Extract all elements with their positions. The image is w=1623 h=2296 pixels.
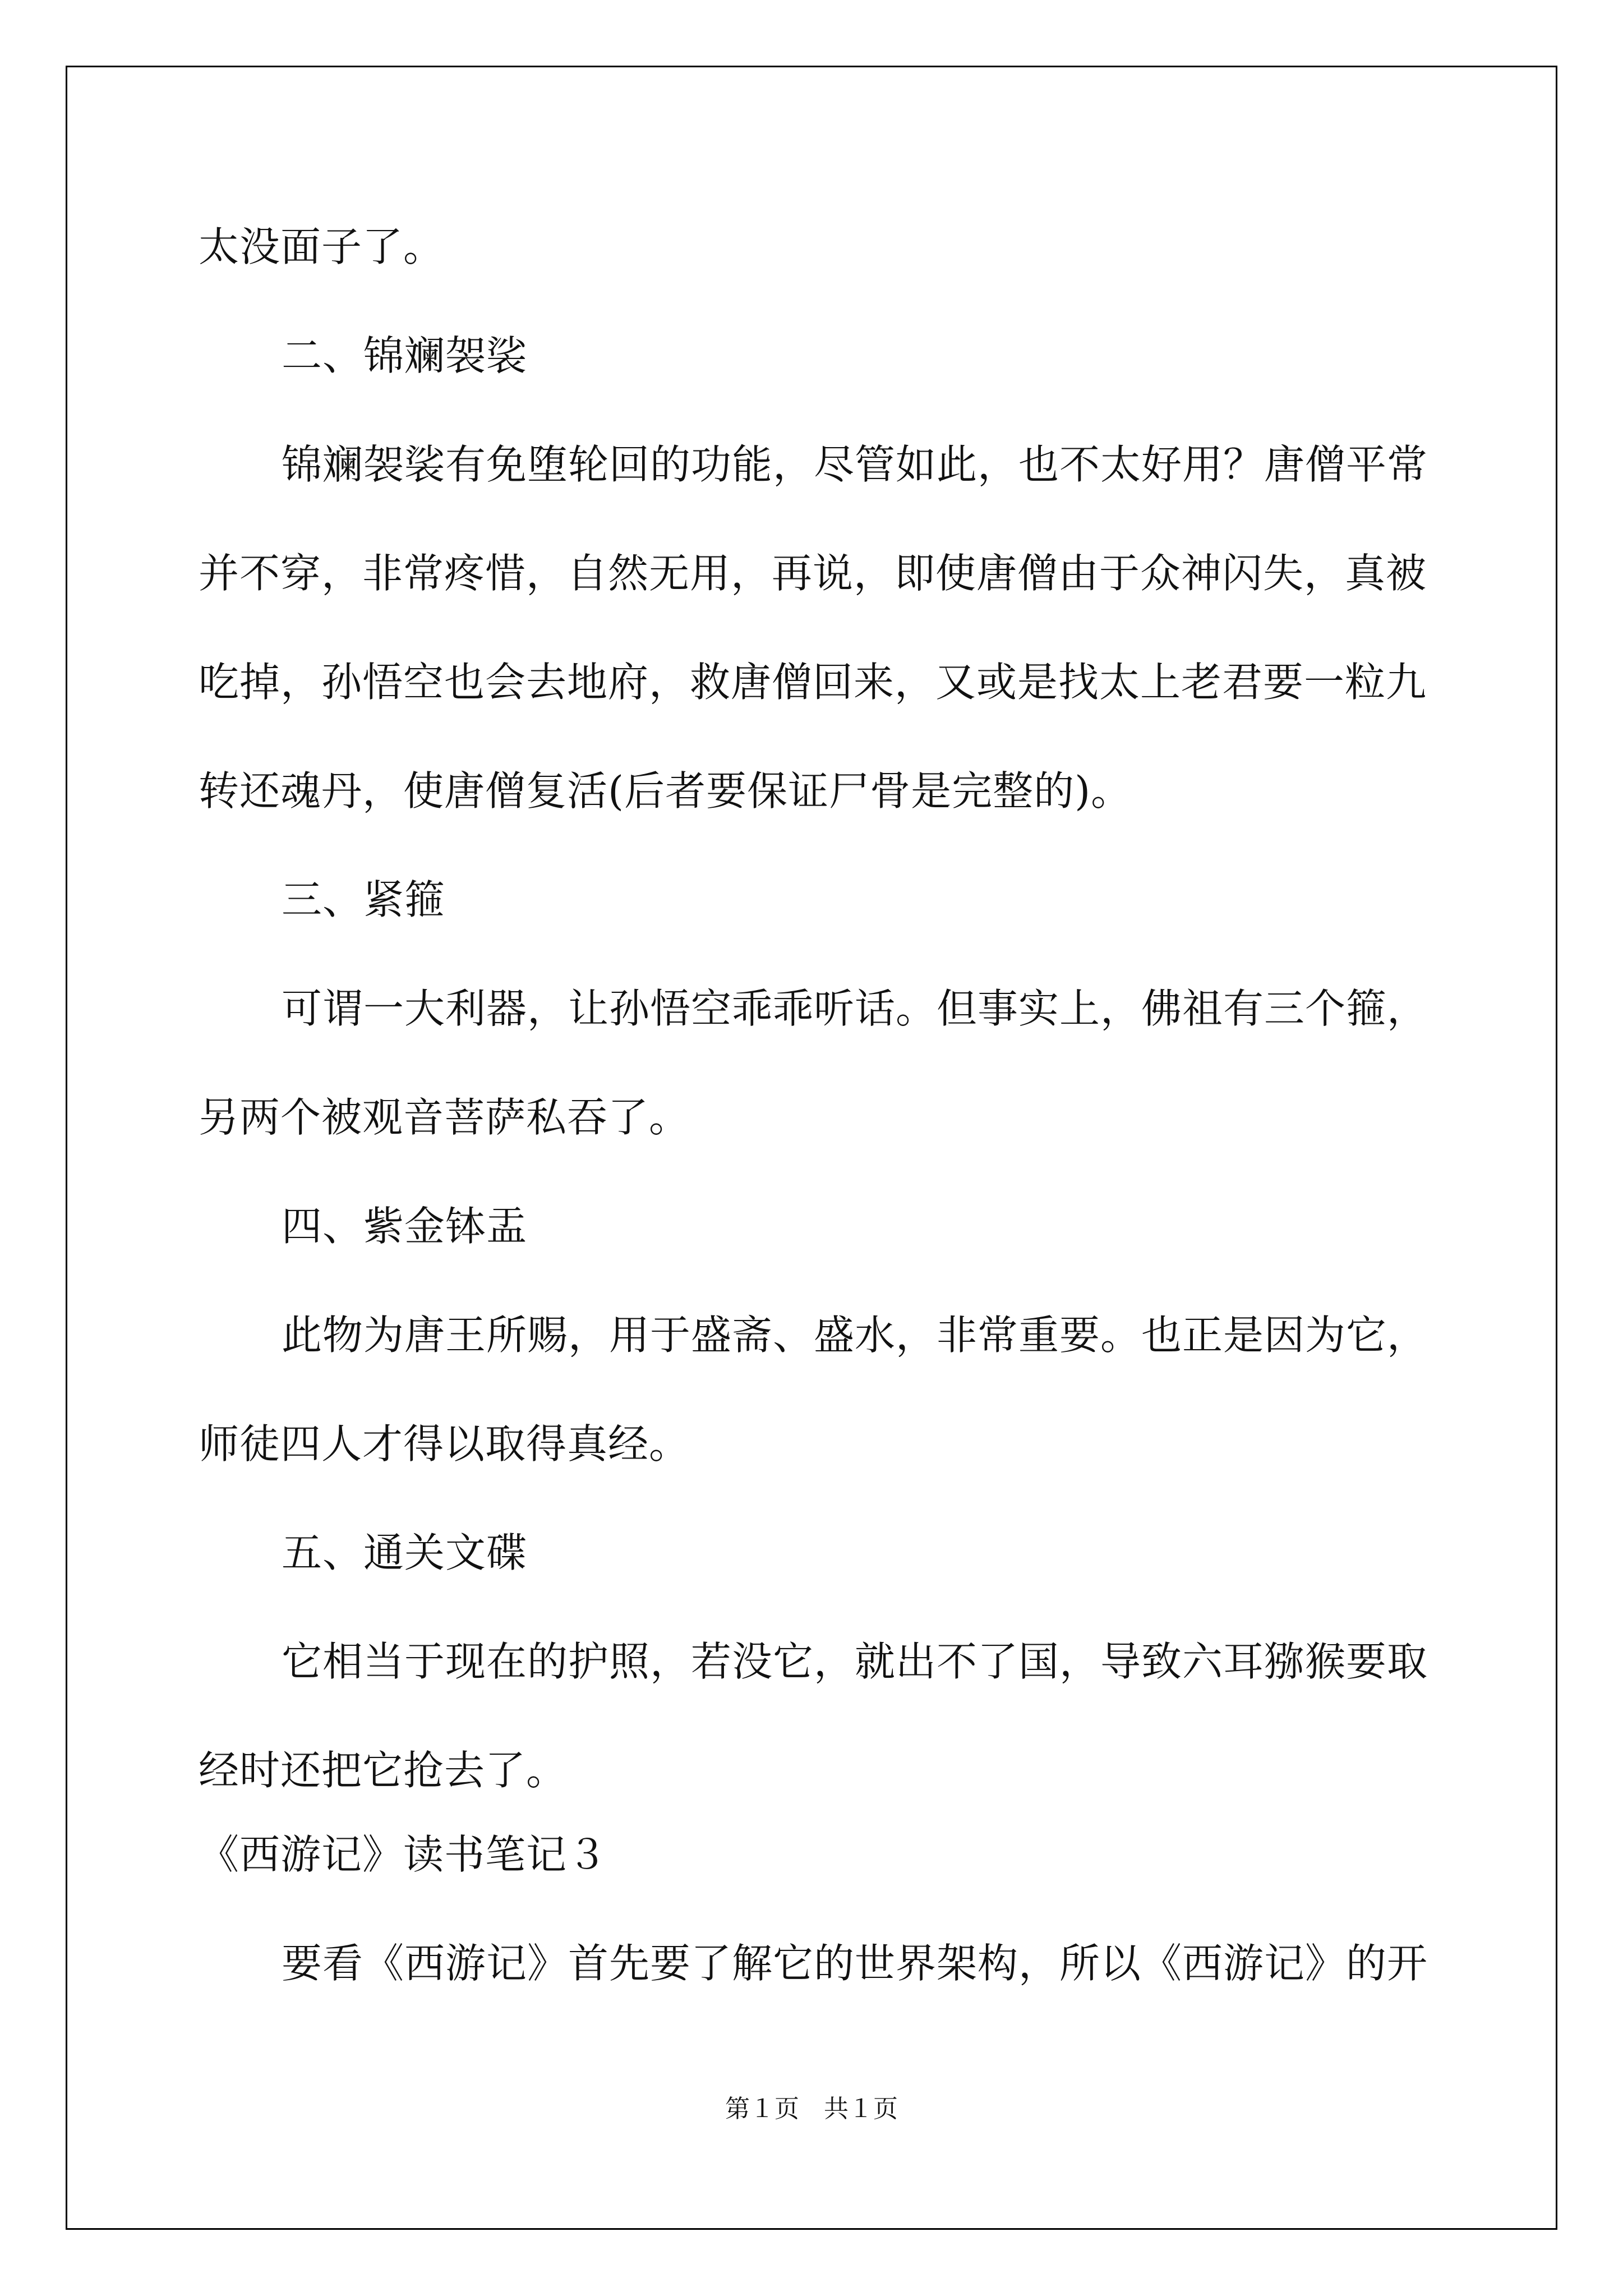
paragraph-line: 它相当于现在的护照，若没它，就出不了国，导致六耳猕猴要取 — [282, 1638, 1428, 1685]
paragraph-line: 要看《西游记》首先要了解它的世界架构，所以《西游记》的开 — [282, 1940, 1428, 1987]
page-footer: 第１页 共１页 — [725, 2095, 898, 2123]
section-heading: 二、锦斓袈裟 — [282, 332, 528, 379]
paragraph-line: 并不穿，非常疼惜，自然无用，再说，即使唐僧由于众神闪失，真被 — [199, 550, 1427, 597]
text-line: 太没面子了。 — [199, 223, 445, 270]
paragraph-line: 锦斓袈裟有免堕轮回的功能，尽管如此，也不太好用？唐僧平常 — [282, 441, 1428, 488]
paragraph-line: 可谓一大利器，让孙悟空乖乖听话。但事实上，佛祖有三个箍， — [282, 985, 1428, 1032]
paragraph-line: 经时还把它抢去了。 — [199, 1747, 568, 1794]
page-border — [66, 66, 1557, 2230]
section-heading: 三、紧箍 — [282, 876, 446, 923]
paragraph-line: 吃掉，孙悟空也会去地府，救唐僧回来，又或是找太上老君要一粒九 — [199, 659, 1427, 706]
paragraph-line: 师徒四人才得以取得真经。 — [199, 1420, 690, 1467]
paragraph-line: 另两个被观音菩萨私吞了。 — [199, 1094, 690, 1141]
paragraph-line: 此物为唐王所赐，用于盛斋、盛水，非常重要。也正是因为它， — [282, 1312, 1428, 1359]
document-title: 《西游记》读书笔记３ — [199, 1831, 608, 1878]
section-heading: 四、紫金钵盂 — [282, 1203, 528, 1250]
paragraph-line: 转还魂丹，使唐僧复活(后者要保证尸骨是完整的)。 — [199, 767, 1132, 815]
section-heading: 五、通关文碟 — [282, 1529, 528, 1576]
